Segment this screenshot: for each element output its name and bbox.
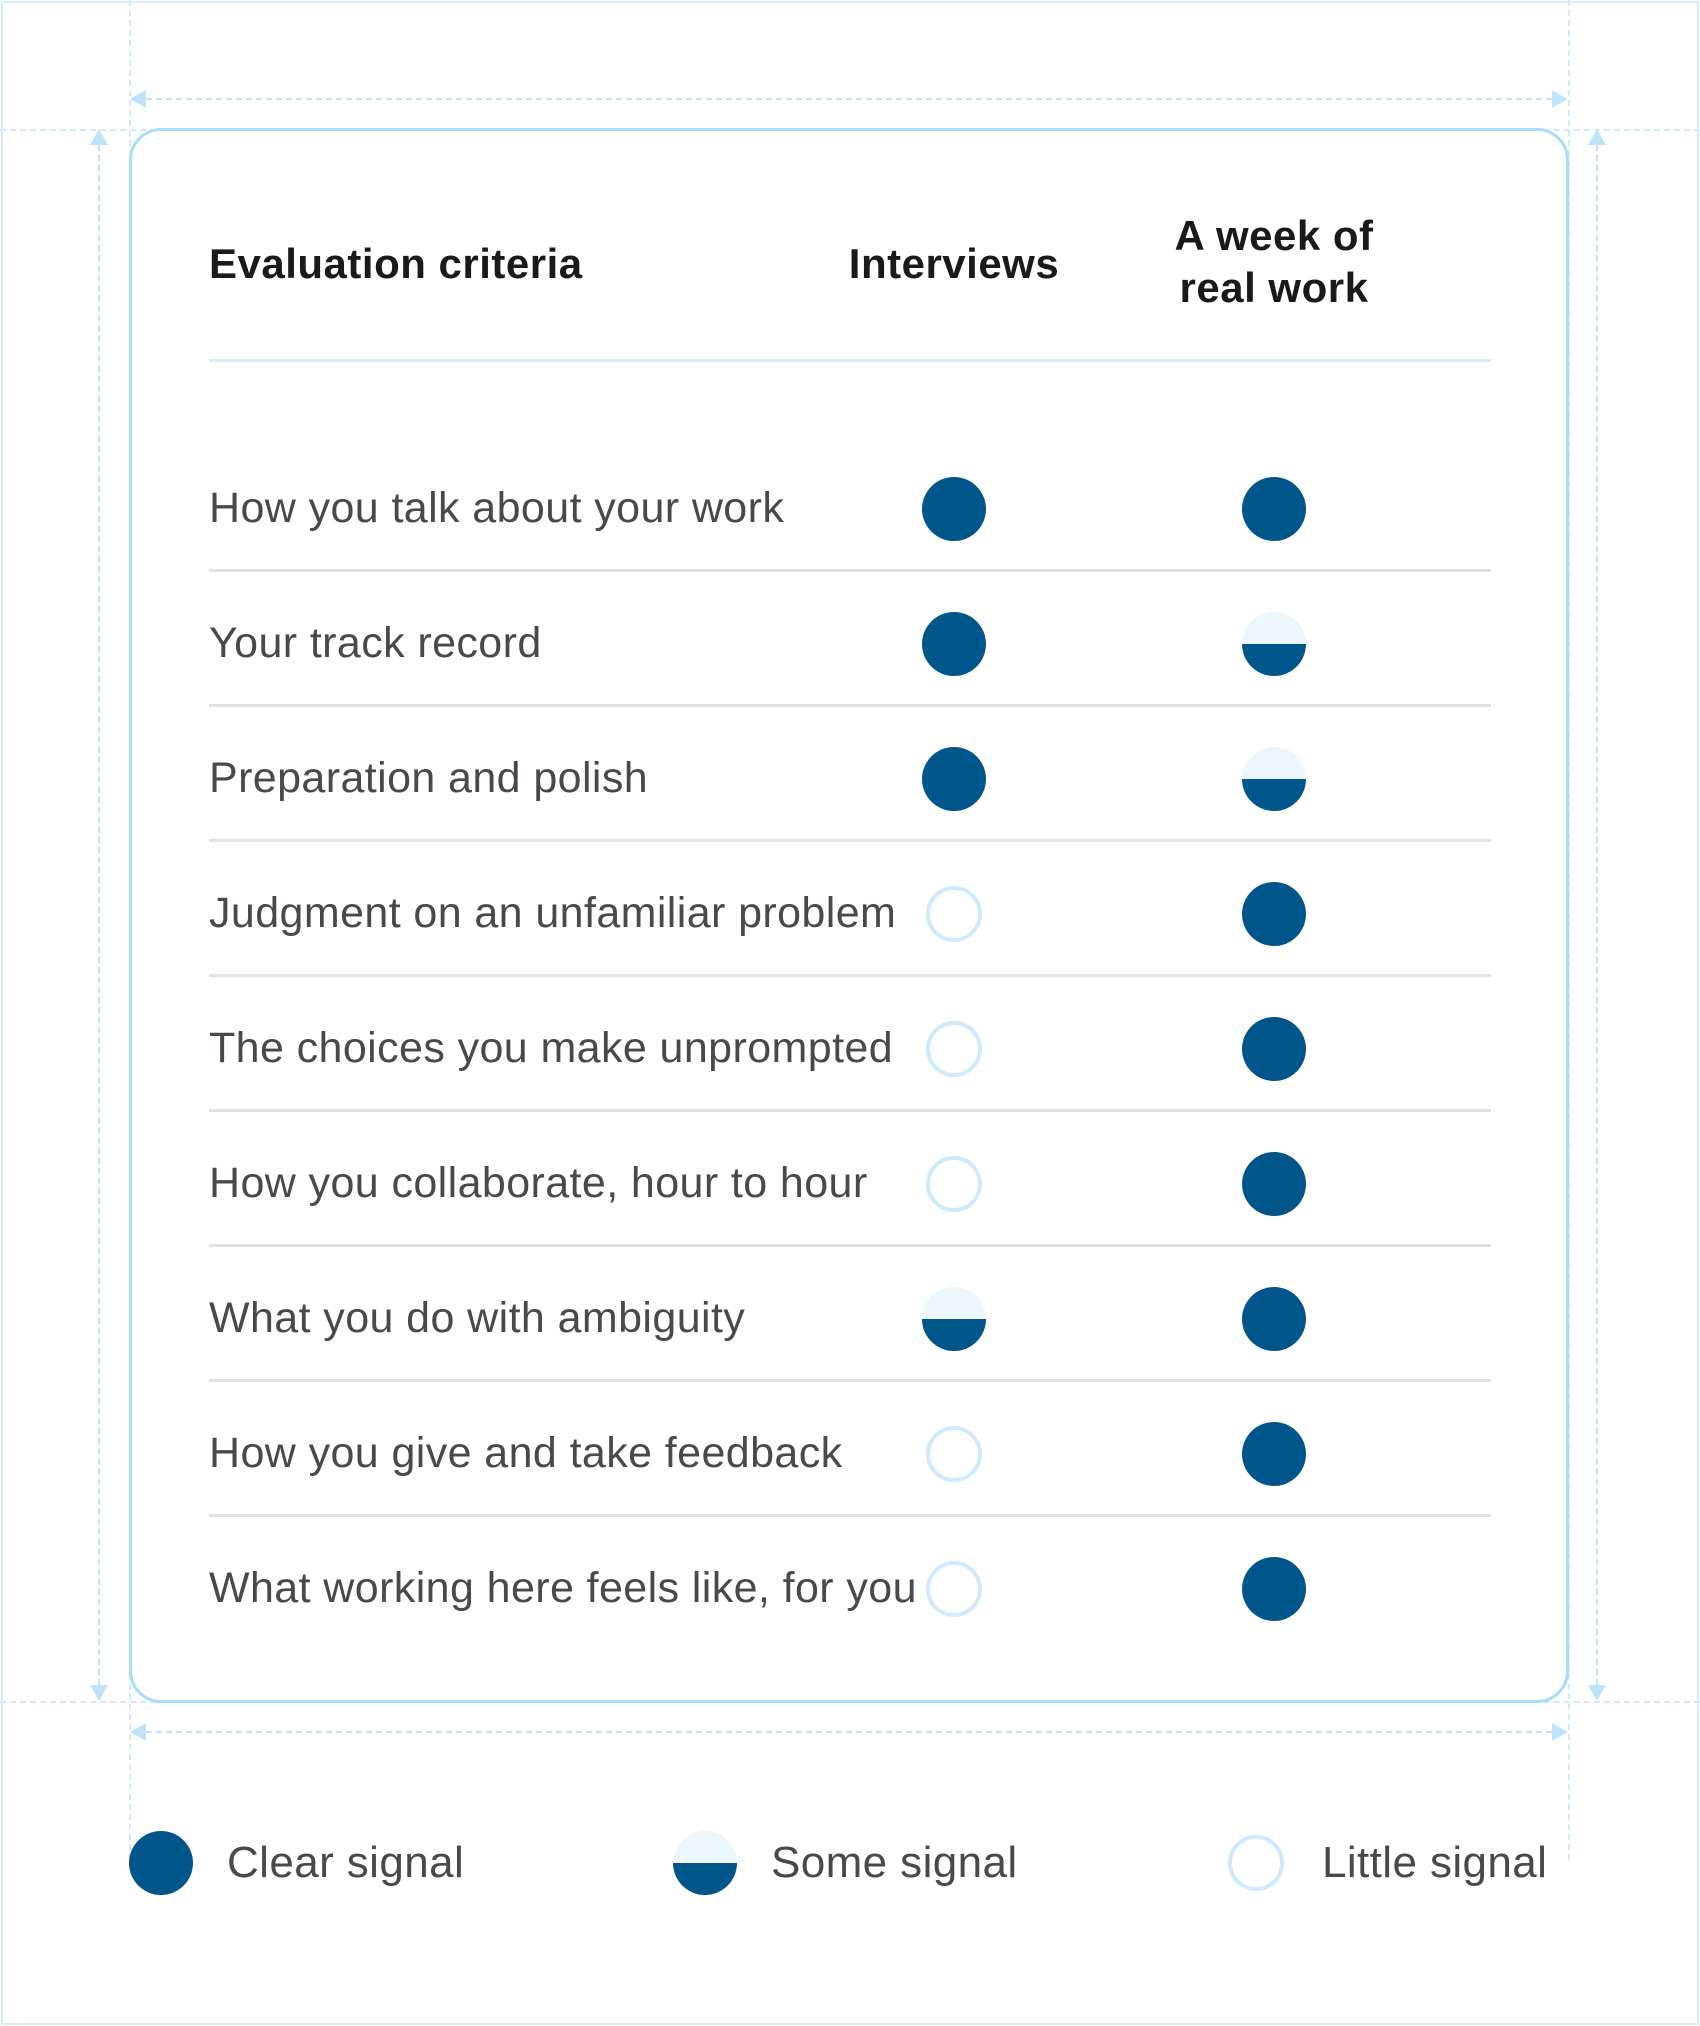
real-work-rating — [1242, 1287, 1306, 1351]
interviews-rating — [922, 612, 986, 676]
some-signal-icon — [1242, 747, 1306, 811]
criteria-list — [209, 437, 1491, 1649]
arrow-up-icon — [1588, 129, 1606, 145]
interviews-rating — [922, 1287, 986, 1351]
clear-signal-icon — [1242, 477, 1306, 541]
real-work-rating — [1242, 1152, 1306, 1216]
header-criteria: Evaluation criteria — [209, 240, 583, 287]
header-week-of-real-work — [1124, 210, 1424, 314]
real-work-rating — [1242, 1017, 1306, 1081]
legend-label: Little signal — [1322, 1838, 1548, 1887]
table-row — [209, 437, 1491, 572]
real-work-rating — [1242, 612, 1306, 676]
legend-label: Some signal — [771, 1838, 1018, 1887]
arrow-left-icon — [130, 90, 146, 108]
arrow-up-icon — [90, 129, 108, 145]
interviews-rating — [922, 1017, 986, 1081]
header-week-line1: A week of — [1174, 212, 1374, 259]
table-row — [209, 572, 1491, 707]
real-work-rating — [1242, 747, 1306, 811]
little-signal-icon — [926, 1561, 982, 1617]
criterion-label: What you do with ambiguity — [209, 1294, 746, 1342]
criterion-label: Judgment on an unfamiliar problem — [209, 889, 897, 937]
some-signal-icon — [673, 1831, 737, 1895]
table-row — [209, 1517, 1491, 1649]
criterion-label: How you collaborate, hour to hour — [209, 1159, 868, 1207]
clear-signal-icon — [129, 1831, 193, 1895]
arrow-left-icon — [130, 1723, 146, 1741]
interviews-rating — [922, 1557, 986, 1621]
width-dimension-top — [146, 98, 1552, 100]
criterion-label: What working here feels like, for you — [209, 1564, 917, 1612]
interviews-rating — [922, 882, 986, 946]
table-row — [209, 707, 1491, 842]
interviews-rating — [922, 1422, 986, 1486]
header-week-line2: real work — [1179, 264, 1369, 311]
criterion-label: Your track record — [209, 619, 542, 667]
criterion-label: Preparation and polish — [209, 754, 649, 802]
little-signal-icon — [926, 1021, 982, 1077]
arrow-right-icon — [1552, 90, 1568, 108]
table-row — [209, 1112, 1491, 1247]
interviews-rating — [922, 747, 986, 811]
table-row — [209, 977, 1491, 1112]
arrow-right-icon — [1552, 1723, 1568, 1741]
some-signal-icon — [922, 1287, 986, 1351]
criterion-label: The choices you make unprompted — [209, 1024, 894, 1072]
clear-signal-icon — [1242, 1422, 1306, 1486]
real-work-rating — [1242, 477, 1306, 541]
clear-signal-icon — [922, 747, 986, 811]
clear-signal-icon — [1242, 1557, 1306, 1621]
real-work-rating — [1242, 1422, 1306, 1486]
clear-signal-icon — [1242, 1152, 1306, 1216]
criterion-label: How you give and take feedback — [209, 1429, 843, 1477]
clear-signal-icon — [1242, 1287, 1306, 1351]
table-header — [209, 131, 1491, 362]
clear-signal-icon — [1242, 882, 1306, 946]
criterion-label: How you talk about your work — [209, 484, 785, 532]
arrow-down-icon — [90, 1685, 108, 1701]
little-signal-icon — [926, 886, 982, 942]
real-work-rating — [1242, 1557, 1306, 1621]
table-row — [209, 1247, 1491, 1382]
little-signal-icon — [926, 1156, 982, 1212]
clear-signal-icon — [922, 477, 986, 541]
clear-signal-icon — [1242, 1017, 1306, 1081]
little-signal-icon — [1228, 1835, 1284, 1891]
header-interviews: Interviews — [848, 240, 1060, 287]
legend-label: Clear signal — [227, 1838, 465, 1887]
some-signal-icon — [1242, 612, 1306, 676]
interviews-rating — [922, 477, 986, 541]
height-dimension-left — [98, 145, 100, 1685]
real-work-rating — [1242, 882, 1306, 946]
width-dimension-bottom — [146, 1731, 1552, 1733]
comparison-card — [129, 128, 1569, 1703]
arrow-down-icon — [1588, 1685, 1606, 1701]
table-row — [209, 1382, 1491, 1517]
interviews-rating — [922, 1152, 986, 1216]
height-dimension-right — [1596, 145, 1598, 1685]
table-row — [209, 842, 1491, 977]
clear-signal-icon — [922, 612, 986, 676]
little-signal-icon — [926, 1426, 982, 1482]
